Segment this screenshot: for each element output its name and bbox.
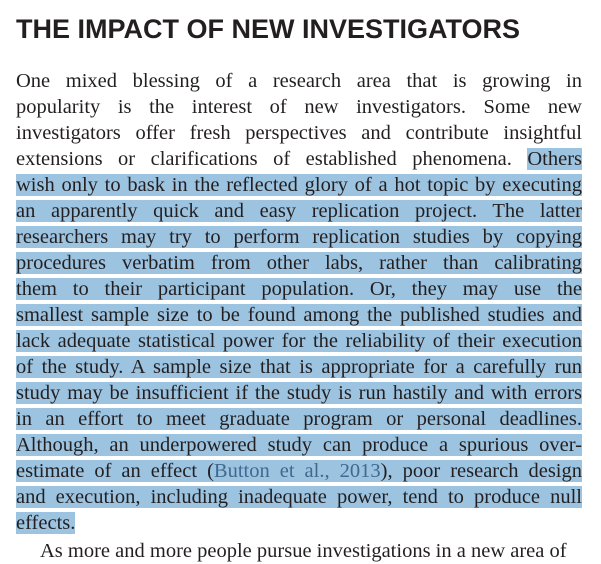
- text-line-11: [16, 328, 582, 354]
- text-line-13: [16, 380, 582, 406]
- text-line-16: [16, 458, 582, 484]
- text-line-10: [16, 302, 582, 328]
- selected-text[interactable]: estimate of an effect (: [16, 460, 214, 482]
- selected-text[interactable]: ), poor research design: [380, 460, 583, 482]
- selected-text[interactable]: them to their participant population. Or, they may use the: [16, 278, 582, 300]
- text-line-9: [16, 276, 582, 302]
- selected-text[interactable]: lack adequate statistical power for the reliability of their execution: [16, 330, 582, 352]
- line-4-text: extensions or clarifications of established phenomena.: [16, 148, 528, 170]
- line-2-text: popularity is the interest of new investigators. Some new: [16, 96, 582, 118]
- selected-text[interactable]: Others: [527, 148, 582, 170]
- selected-text[interactable]: wish only to bask in the reflected glory of a hot topic by executing: [16, 174, 582, 196]
- selected-text[interactable]: Although, an underpowered study can produce a spurious over-: [16, 434, 582, 456]
- section-heading: THE IMPACT OF NEW INVESTIGATORS: [16, 14, 521, 44]
- selected-text[interactable]: in an effort to meet graduate program or personal deadlines.: [16, 408, 582, 430]
- text-line-2: [16, 94, 582, 120]
- text-line-18: [16, 510, 582, 536]
- selected-text[interactable]: and execution, including inadequate power, tend to produce null: [16, 486, 582, 508]
- line-3-text: investigators offer fresh perspectives and contribute insightful: [16, 122, 582, 144]
- text-line-3: [16, 120, 582, 146]
- text-line-7: [16, 224, 582, 250]
- selected-text[interactable]: smallest sample size to be found among the published studies and: [16, 304, 582, 326]
- body-paragraph[interactable]: [16, 68, 582, 536]
- next-paragraph-cutoff: [0, 538, 601, 564]
- selected-text[interactable]: effects.: [16, 512, 76, 534]
- selected-text[interactable]: of the study. A sample size that is appropriate for a carefully run: [16, 356, 582, 378]
- selected-text[interactable]: an apparently quick and easy replication project. The latter: [16, 200, 582, 222]
- text-line-12: [16, 354, 582, 380]
- cutoff-line: As more and more people pursue investigations in a new area of: [40, 540, 567, 562]
- text-line-5: [16, 172, 582, 198]
- line-1-text: One mixed blessing of a research area that is growing in: [16, 70, 582, 92]
- text-line-1: [16, 68, 582, 94]
- text-line-17: [16, 484, 582, 510]
- selected-text[interactable]: researchers may try to perform replication studies by copying: [16, 226, 582, 248]
- text-line-15: [16, 432, 582, 458]
- text-line-4: [16, 146, 582, 172]
- citation-link[interactable]: Button et al., 2013: [213, 460, 381, 482]
- selected-text[interactable]: study may be insufficient if the study is run hastily and with errors: [16, 382, 582, 404]
- text-line-8: [16, 250, 582, 276]
- selected-text[interactable]: procedures verbatim from other labs, rather than calibrating: [16, 252, 582, 274]
- text-line-14: [16, 406, 582, 432]
- text-line-6: [16, 198, 582, 224]
